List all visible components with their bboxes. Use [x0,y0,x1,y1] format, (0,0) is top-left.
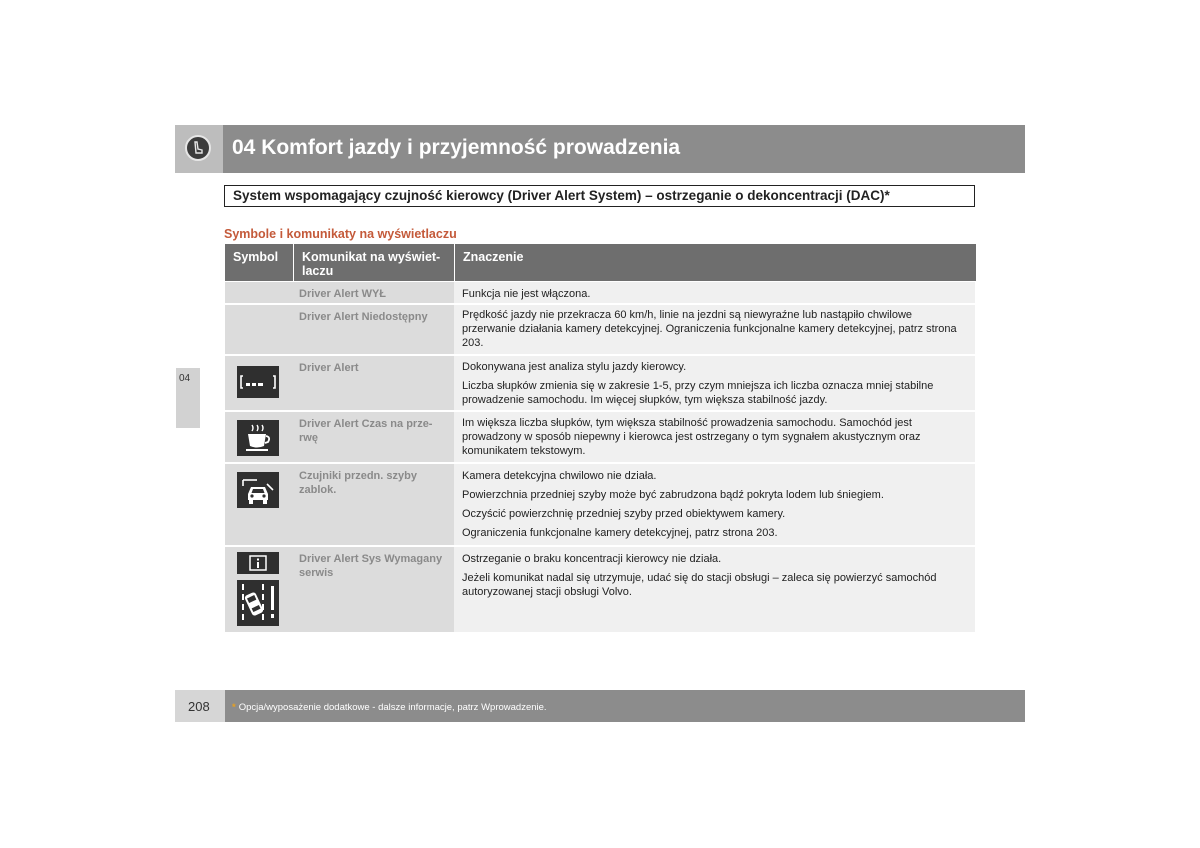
table-row-1-message [293,282,454,303]
table-row-2-meaning [454,305,975,354]
table-row-5-meaning [454,464,975,545]
row-6-meaning-text-2: Jeżeli komunikat nadal się utrzymuje, udać się do stacji obsługi – zaleca się powierzyć samochód autoryzowanej stacji obsługi Volvo. [462,572,937,598]
row-6-message-text: Driver Alert Sys Wymagany serwis [299,553,443,579]
row-5-meaning-text-2: Powierzchnia przedniej szyby może być zabrudzona bądź pokryta lodem lub śniegiem. [462,489,884,501]
table-row-2-message [293,305,454,354]
row-3-meaning-text-1: Dokonywana jest analiza stylu jazdy kierowcy. [462,361,687,373]
row-4-meaning-text: Im większa liczba słupków, tym większa stabilność prowadzenia samochodu. Samochód jest prowadzony w sposób niepewny i kierowca jest ostrzegany o tym sygnałem akustycznym oraz komunikatem tekstowym. [462,417,921,457]
table-row-6-meaning [454,547,975,632]
table-row-1-symbol [225,282,293,303]
row-5-meaning-text-3: Oczyścić powierzchnię przedniej szyby przed obiektywem kamery. [462,508,786,520]
table-row-4-message [293,412,454,462]
column-header-message-line2: laczu [302,264,334,278]
column-header-symbol-label: Symbol [233,250,279,264]
footnote [232,702,547,713]
section-title: System wspomagający czujność kierowcy (Driver Alert System) – ostrzeganie o dekoncentracji (DAC)* [224,185,975,207]
row-4-message-line1: Driver Alert Czas na prze- [299,418,433,430]
page-number: 208 [188,699,210,714]
column-header-symbol [225,244,293,281]
row-6-meaning-text-1: Ostrzeganie o braku koncentracji kierowcy nie działa. [462,553,722,565]
row-3-meaning-text-2: Liczba słupków zmienia się w zakresie 1-5, przy czym mniejsza ich liczba oznacza mniej stabilne prowadzenie samochodu. Im więcej słupków, tym większa stabilność jazdy. [462,380,934,406]
table-row-1-meaning [454,282,975,303]
row-5-message-text: Czujniki przedn. szyby zablok. [299,470,417,496]
seat-icon [185,135,211,161]
column-header-meaning-label: Znaczenie [463,250,524,264]
table-row-4-meaning [454,412,975,462]
row-4-message-line2: rwę [299,432,318,444]
chapter-side-tab-label: 04 [179,373,191,384]
coffee-cup-icon [237,420,279,456]
row-2-meaning-text: Prędkość jazdy nie przekracza 60 km/h, linie na jezdni są niewyraźne lub nastąpiło chwilowe przerwanie działania kamery detekcyjnej. Ograniczenia funkcjonalne kamery detekcyjnej, patrz strona 203. [462,309,957,349]
footnote-text: Opcja/wyposażenie dodatkowe - dalsze informacje, patrz Wprowadzenie. [238,702,547,713]
row-1-meaning-text: Funkcja nie jest włączona. [462,288,591,300]
camera-car-icon [237,472,279,508]
footnote-star: * [232,702,236,713]
row-2-message-text: Driver Alert Niedostępny [299,311,428,323]
row-3-message-text: Driver Alert [299,362,359,374]
chapter-side-tab [176,368,200,428]
column-header-message-line1: Komunikat na wyświet- [302,250,441,264]
table-row-2-symbol [225,305,293,354]
column-header-meaning [454,244,976,281]
table-row-3-meaning [454,356,975,410]
row-1-message-text: Driver Alert WYŁ [299,288,387,300]
table-row-3-message [293,356,454,410]
row-5-meaning-text-4: Ograniczenia funkcjonalne kamery detekcyjnej, patrz strona 203. [462,527,778,539]
row-4-message-text [293,412,454,445]
column-header-message [293,244,455,281]
row-5-meaning-text-1: Kamera detekcyjna chwilowo nie działa. [462,470,657,482]
table-row-6-message [293,547,454,632]
bar-gauge-icon [237,366,279,398]
info-icon [237,552,279,574]
column-header-message-label [302,250,440,278]
chapter-title: 04 Komfort jazdy i przyjemność prowadzenia [232,136,681,159]
table-subheading: Symbole i komunikaty na wyświetlaczu [224,227,457,241]
table-row-5-message [293,464,454,545]
lane-warning-icon [237,580,279,626]
